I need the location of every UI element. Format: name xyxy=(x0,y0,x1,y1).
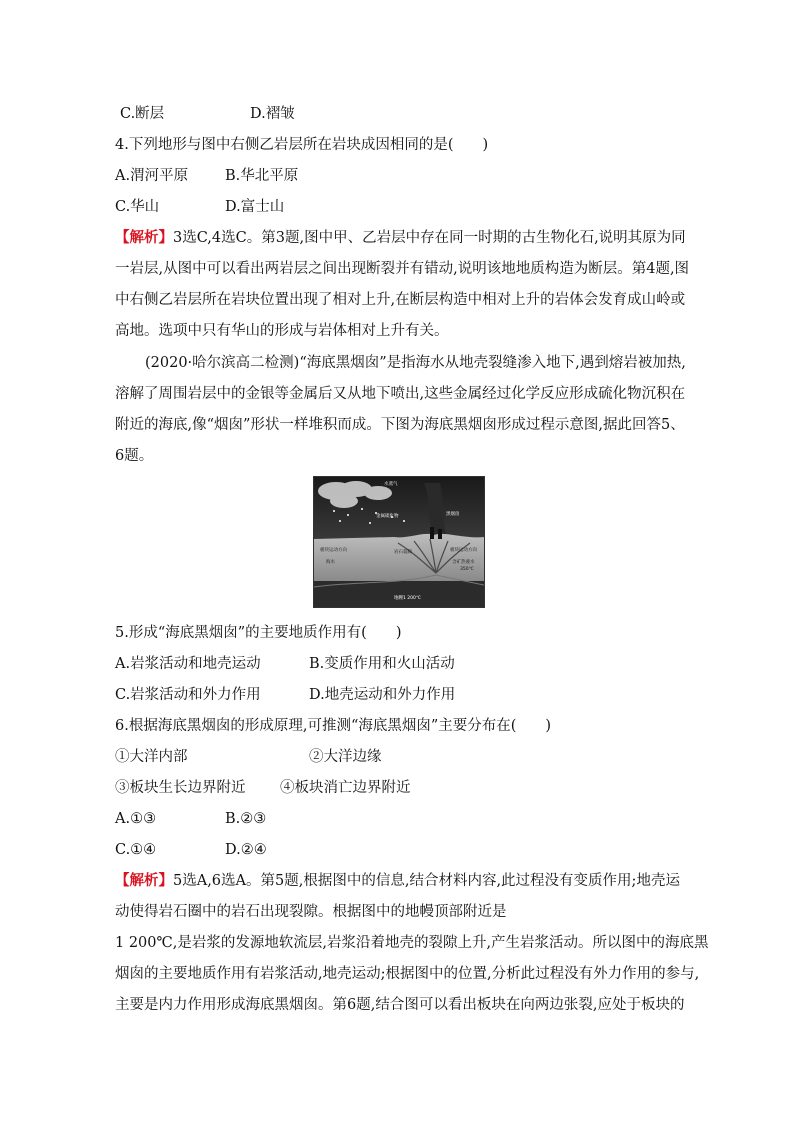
analysis1-line-2: 中右侧乙岩层所在岩块位置出现了相对上升,在断层构造中相对上升的岩体会发育成山岭或 xyxy=(115,292,686,308)
analysis1-line-3: 高地。选项中只有华山的形成与岩体相对上升有关。 xyxy=(115,323,449,339)
q5-stem: 5.形成“海底黑烟囱”的主要地质作用有( ) xyxy=(115,625,402,641)
analysis1-line-0 xyxy=(115,228,685,248)
q6-option-c: C.①④ xyxy=(115,842,157,858)
q4-option-a: A.渭河平原 xyxy=(115,168,189,184)
material-line-1: 溶解了周围岩层中的金银等金属后又从地下喷出,这些金属经过化学反应形成硫化物沉积在 xyxy=(115,386,686,402)
label-plate-left: 板块运动方向 xyxy=(320,548,347,553)
q6-item-1: ①大洋内部 xyxy=(115,749,188,765)
label-mantle: 地幔1 200℃ xyxy=(394,596,421,601)
q6-item-3: ③板块生长边界附近 xyxy=(115,780,246,796)
q3-option-c: C.断层 xyxy=(120,106,165,122)
q3-option-d: D.褶皱 xyxy=(250,106,295,122)
q6-stem: 6.根据海底黑烟囱的形成原理,可推测“海底黑烟囱”主要分布在( ) xyxy=(115,718,552,734)
q4-option-d: D.富士山 xyxy=(225,199,285,215)
q6-option-b: B.②③ xyxy=(225,811,267,827)
analysis2-line-0 xyxy=(115,871,685,891)
q4-option-c: C.华山 xyxy=(115,199,160,215)
q5-option-d: D.地壳运动和外力作用 xyxy=(309,687,456,703)
label-black-smoker: 黑烟囱 xyxy=(446,512,460,517)
black-smoker-diagram xyxy=(313,476,485,608)
q5-option-c: C.岩浆活动和外力作用 xyxy=(115,687,261,703)
material-line-3: 6题。 xyxy=(115,448,154,464)
analysis2-line-3: 烟囱的主要地质作用有岩浆活动,地壳运动;根据图中的位置,分析此过程没有外力作用的参与, xyxy=(115,966,700,982)
analysis1-text-0: 3选C,4选C。第3题,图中甲、乙岩层中存在同一时期的古生物化石,说明其原为同 xyxy=(173,230,686,246)
q6-item-4: ④板块消亡边界附近 xyxy=(280,780,411,796)
material-line-2: 附近的海底,像“烟囱”形状一样堆积而成。下图为海底黑烟囱形成过程示意图,据此回答5、 xyxy=(115,417,685,433)
label-metal-sulfide: 金属硫化物 xyxy=(376,514,399,519)
label-plate-right: 板块运动方向 xyxy=(450,548,477,553)
q6-option-a: A.①③ xyxy=(115,811,157,827)
label-ore-water: 含矿热液水 xyxy=(452,560,475,565)
analysis1-line-1: 一岩层,从图中可以看出两岩层之间出现断裂并有错动,说明该地地质构造为断层。第4题,图 xyxy=(115,261,690,277)
q6-option-d: D.②④ xyxy=(225,842,267,858)
analysis2-line-4: 主要是内力作用形成海底黑烟囱。第6题,结合图可以看出板块在向两边张裂,应处于板块的 xyxy=(115,997,685,1013)
analysis2-line-2: 1 200℃,是岩浆的发源地软流层,岩浆沿着地壳的裂隙上升,产生岩浆活动。所以图中的海底黑 xyxy=(115,935,709,951)
analysis2-line-1: 动使得岩石圈中的岩石出现裂隙。根据图中的地幔顶部附近是 xyxy=(115,904,507,920)
analysis1-tag: 【解析】 xyxy=(115,229,173,246)
label-water-vapor: 水蒸气 xyxy=(384,482,398,487)
analysis2-text-0: 5选A,6选A。第5题,根据图中的信息,结合材料内容,此过程没有变质作用;地壳运 xyxy=(173,873,680,889)
material-line-0: (2020·哈尔滨高二检测)“海底黑烟囱”是指海水从地壳裂缝渗入地下,遇到熔岩被加热, xyxy=(145,355,686,371)
q4-stem: 4.下列地形与图中右侧乙岩层所在岩块成因相同的是( ) xyxy=(115,137,489,153)
analysis2-tag: 【解析】 xyxy=(115,872,173,889)
label-ore-temp: 350℃ xyxy=(460,567,474,572)
q5-option-a: A.岩浆活动和地壳运动 xyxy=(115,656,261,672)
q6-item-2: ②大洋边缘 xyxy=(309,749,382,765)
label-rock-crack: 岩石裂隙 xyxy=(394,550,412,555)
q4-option-b: B.华北平原 xyxy=(225,168,299,184)
q5-option-b: B.变质作用和火山活动 xyxy=(309,656,455,672)
label-seawater: 海水 xyxy=(326,560,335,565)
